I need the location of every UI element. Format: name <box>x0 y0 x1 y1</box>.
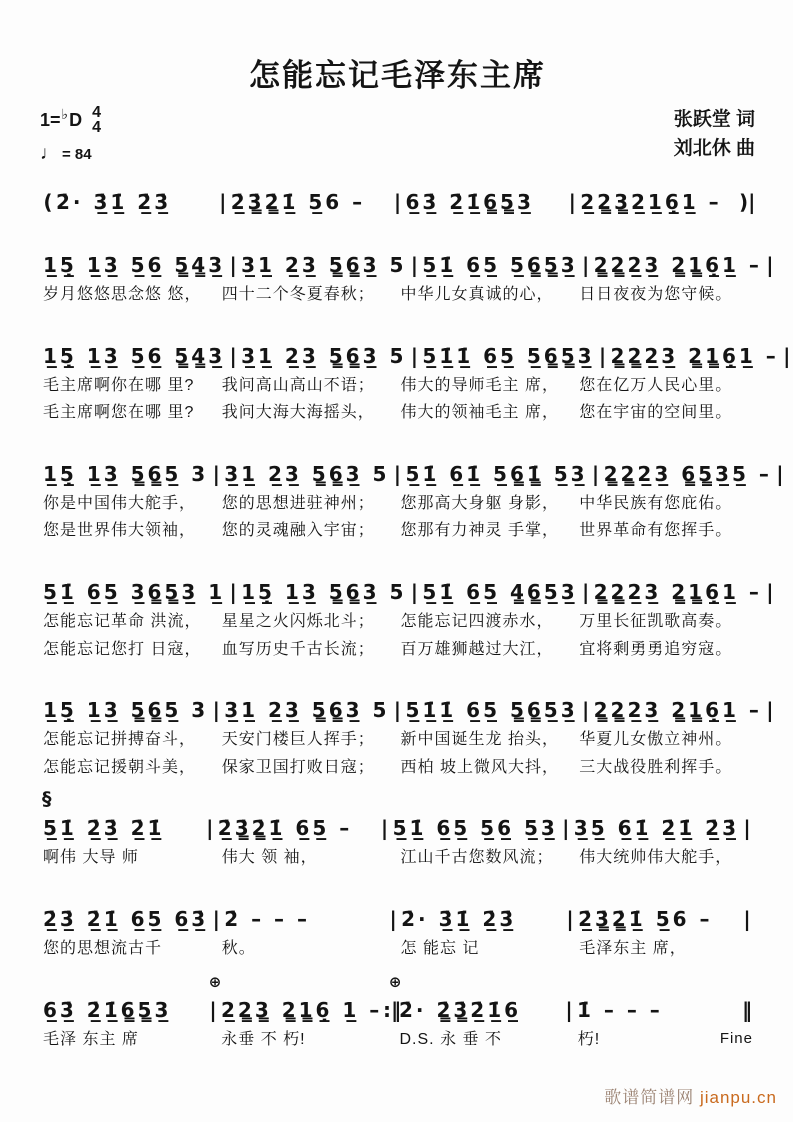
music-system <box>40 339 791 426</box>
music-system <box>40 902 755 962</box>
lyric-cell: 您的灵魂融入宇宙； <box>221 522 375 540</box>
notes-row <box>40 339 791 371</box>
measure: 5̲1̲̇ 6̲5̲ 3̲6̳5̳3̲ 1̲ <box>43 579 226 604</box>
measure: 5̲1̲̇ 2̲̇3̲̇ 2̲̇1̲̇ <box>43 816 165 841</box>
fine-label: Fine <box>719 1029 753 1047</box>
lyric-cell: 我问高山高山不语； <box>221 376 375 394</box>
quarter-note-icon: ♩ <box>40 143 59 164</box>
music-system <box>40 457 784 544</box>
barline: | <box>783 343 791 368</box>
lyric-cell: 怎能忘记援朝斗美， <box>43 758 197 776</box>
measure: 2̳2̳2̲3̲ 6̳5̳3̲5̲ – <box>603 461 772 486</box>
measure: 3̲1̲ 2̲3̲ 5̳6̳3̲ 5 <box>241 253 407 277</box>
barline: | <box>206 816 214 841</box>
lyric-cell <box>575 1027 755 1053</box>
time-signature <box>92 105 101 135</box>
measure: 1̲5̣̲ 1̲3̲ 5̲6̲ 5̳4̳3̲ <box>43 253 226 277</box>
segno-icon: § <box>42 788 52 811</box>
notes-row <box>40 788 755 843</box>
lyric-cell: 三大战役胜利挥手。 <box>579 758 733 776</box>
notes-row <box>40 457 784 489</box>
lyric-row <box>40 282 755 308</box>
coda-icon: ⊕ <box>388 972 402 991</box>
lyric-cell: 您的思想进驻神州； <box>221 494 375 512</box>
barline: | <box>581 253 590 277</box>
measure: 2̳2̳2̲3̲ 2̳1̳6̣̲1̲ – <box>593 253 762 277</box>
meter-denominator: 4 <box>92 119 102 136</box>
lyric-cell: 您那高大身躯 身影， <box>400 494 559 512</box>
barline: | <box>410 579 419 604</box>
lyric-cell: 啊伟 大导 师 <box>43 849 139 867</box>
page-title: 怎能忘记毛泽东主席 <box>249 58 546 93</box>
measure: 1̇ – – – <box>577 997 663 1022</box>
barline: | <box>591 461 600 486</box>
measure: 2̇· 2̳̇3̳̇2̲̇1̲̇6̲ <box>399 997 522 1022</box>
barline: | <box>209 997 217 1022</box>
lyric-cell: 血写历史千古长流； <box>221 640 375 658</box>
barline: | <box>229 343 237 368</box>
barline: | <box>581 698 590 723</box>
tempo-marking <box>40 143 101 165</box>
measure: 1̲5̣̲ 1̲3̲ 5̳6̳5̲ 3 <box>43 698 209 723</box>
notes-row <box>40 575 774 607</box>
measure: 1̲5̣̲ 1̲3̲ 5̳6̳5̲ 3 <box>43 461 209 486</box>
notes-row <box>40 902 755 934</box>
measure: 6̲3̲̇ 2̲̇1̲̇6̳5̳3̲ <box>405 190 534 214</box>
measure: 5̲1̲̇ 6̲5̲ 5̲6̳5̳3̲ <box>422 253 578 277</box>
lyric-cell: 宜将剩勇勇追穷寇。 <box>579 640 733 658</box>
lyric-row <box>40 1027 755 1053</box>
lyric-cell: 新中国诞生龙 抬头， <box>400 731 559 749</box>
lyric-cell: 毛主席啊你在哪 里? <box>43 376 195 394</box>
lyricist-credit: 张跃堂 词 <box>673 109 755 130</box>
lyric-cell: 怎能忘记四渡赤水， <box>400 612 554 630</box>
lyric-row <box>40 936 755 962</box>
lyric-row <box>40 400 755 426</box>
music-system <box>40 972 755 1053</box>
notes-row <box>40 248 774 280</box>
lyric-cell: 秋。 <box>221 939 256 957</box>
barline: | <box>389 906 397 931</box>
key-letter: D <box>69 109 83 130</box>
barline: | <box>598 343 607 368</box>
measure: 3̲1̲ 2̲3̲ 5̳6̳3̲ 5 <box>224 698 390 723</box>
lyric-cell: 伟大 领 袖， <box>221 849 318 867</box>
lyric-cell: 星星之火闪烁北斗； <box>221 612 375 630</box>
barline: ( <box>43 190 53 214</box>
credits-block <box>674 105 755 164</box>
coda-icon: ⊕ <box>208 972 222 991</box>
tempo-value: = 84 <box>62 145 92 163</box>
measure: 6̲3̲̇ 2̲̇1̲̇6̳5̳3̲ <box>43 997 172 1022</box>
barline: | <box>743 816 751 841</box>
lyric-cell: 毛主席啊您在哪 里? <box>43 404 195 422</box>
lyric-cell: 西柏 坡上微风大抖， <box>400 758 559 776</box>
meter-numerator: 4 <box>92 103 102 121</box>
barline: | <box>581 579 590 604</box>
barline: | <box>766 253 774 277</box>
barline: | <box>410 253 419 277</box>
measure: 3̲1̲ 2̲3̲ 5̳6̳3̲ 5 <box>241 343 407 368</box>
barline: | <box>766 579 774 604</box>
lyric-cell: 中华儿女真诚的心， <box>400 286 554 303</box>
music-system <box>40 185 755 217</box>
lyric-cell: 永垂 不 朽! <box>221 1030 306 1048</box>
measure: 1̲5̣̲ 1̲3̲ 5̳6̳3̲ 5 <box>241 579 407 604</box>
lyric-cell: 日日夜夜为您守候。 <box>579 286 733 303</box>
lyric-cell: 怎能忘记革命 洪流， <box>43 612 202 630</box>
measure: 5̲1̲̇ 6̲1̲̇ 5̲6̳1̳̇ 5̲3̲ <box>405 461 588 486</box>
lyric-cell: 江山千古您数风流； <box>400 849 554 867</box>
lyric-cell: 毛泽东主 席， <box>579 939 687 957</box>
measure: 5̲1̲̇1̲̇ 6̲5̲ 5̲6̳5̳3̲ <box>422 343 595 368</box>
barline: | <box>212 906 220 931</box>
notes-row <box>40 972 755 1025</box>
lyric-cell: D.S. 永 垂 不 <box>399 1030 502 1048</box>
music-system <box>40 248 774 308</box>
measure: 5̲1̲̇ 6̲5̲ 5̲6̲ 5̲3̲ <box>392 816 558 841</box>
barline: | <box>410 343 419 368</box>
footer-watermark <box>604 1083 777 1108</box>
measure: 2̲̇3̳̇2̳̇1̲̇ 6̲5̲ – <box>217 816 353 841</box>
lyric-cell: 百万雄狮越过大江， <box>400 640 554 658</box>
lyric-cell: 毛泽 东主 席 <box>43 1030 139 1048</box>
measure: 2̳2̳2̲3̲ 2̳1̳6̣̲1̲ – <box>593 579 762 604</box>
barline: | <box>565 997 573 1022</box>
measure: 5̲1̲̇ 6̲5̲ 4̳6̳5̲3̲ <box>422 579 578 604</box>
lyric-row <box>40 727 755 753</box>
key-signature <box>40 105 101 135</box>
lyric-cell: 你是中国伟大舵手， <box>43 494 197 512</box>
lyric-cell: 您是世界伟大领袖， <box>43 522 197 540</box>
barline: | <box>393 190 402 214</box>
barline: | <box>229 579 237 604</box>
barline: | <box>212 698 220 723</box>
measure: 2̲2̳3̳ 2̳1̳6̣̲ 1̲ – <box>221 997 383 1022</box>
lyric-cell: 您的思想流古千 <box>43 939 163 957</box>
lyric-cell: 保家卫国打败日寇； <box>221 758 375 776</box>
notes-row <box>40 185 755 217</box>
measure: 2̇· 3̲̇1̲̇ 2̲̇3̲̇ <box>56 190 172 214</box>
barline: | <box>393 461 402 486</box>
lyric-cell: 怎能忘记拼搏奋斗， <box>43 731 197 749</box>
lyric-cell: 怎 能忘 记 <box>400 939 480 957</box>
lyric-cell: 四十二个冬夏春秋； <box>221 286 375 303</box>
lyric-cell: 伟大的领袖毛主 席， <box>400 404 559 422</box>
measure: 2̲̇3̳̇2̳̇1̲̇ 5̲6 – <box>230 190 366 214</box>
notes-row <box>40 693 774 725</box>
lyric-cell: 您在亿万人民心里。 <box>579 376 733 394</box>
measure: 5̲1̲̇1̲̇ 6̲5̲ 5̳6̳5̲3̲ <box>405 698 578 723</box>
measure: 2̇ – – – <box>224 906 311 931</box>
measure: 2̇· 3̲̇1̲̇ 2̲̇3̲̇ <box>401 906 517 931</box>
lyric-row <box>40 373 755 399</box>
flat-icon: ♭ <box>61 105 69 122</box>
lyric-row <box>40 845 755 871</box>
barline: | <box>380 816 389 841</box>
barline: | <box>212 461 220 486</box>
lyric-row <box>40 491 755 517</box>
barline: | <box>562 816 570 841</box>
barline: :‖ <box>383 997 401 1022</box>
lyric-row <box>40 637 755 663</box>
footer-site-name: 歌谱简谱网 <box>604 1088 695 1107</box>
lyric-cell: 岁月悠悠思念悠 悠， <box>43 286 202 303</box>
measure: 1̲5̣̲ 1̲3̲ 5̲6̲ 5̳4̳3̲ <box>43 343 226 368</box>
measure: 2̳2̳2̲3̲ 2̳1̳6̣̲1̲ – <box>610 343 779 368</box>
barline: | <box>743 906 751 931</box>
footer-site-url[interactable]: jianpu.cn <box>699 1088 777 1107</box>
measure: 2̲̇3̳̇2̳̇1̲̇ 5̲6 – <box>578 906 713 931</box>
lyric-cell: 中华民族有您庇佑。 <box>579 494 733 512</box>
lyric-text: 朽! <box>577 1030 601 1048</box>
key-prefix: 1= <box>40 109 61 130</box>
lyric-cell: 您在宇宙的空间里。 <box>579 404 733 422</box>
key-tempo-block <box>40 105 101 165</box>
barline: | <box>568 190 576 214</box>
lyric-cell: 怎能忘记您打 日寇， <box>43 640 202 658</box>
lyric-row <box>40 755 755 781</box>
barline: | <box>776 461 784 486</box>
lyric-cell: 华夏儿女傲立神州。 <box>579 731 733 749</box>
lyric-cell: 我问大海大海摇头， <box>221 404 375 422</box>
lyric-cell: 伟大的导师毛主 席， <box>400 376 559 394</box>
barline: )| <box>739 190 756 214</box>
composer-credit: 刘北休 曲 <box>673 138 755 160</box>
music-system <box>40 788 755 871</box>
barline: | <box>393 698 402 723</box>
barline: | <box>566 906 574 931</box>
lyric-cell: 万里长征凯歌高奏。 <box>579 612 733 630</box>
barline: ‖ <box>742 997 752 1022</box>
measure: 2̳2̳2̲3̲ 2̳1̳6̣̲1̲ – <box>593 698 762 723</box>
lyric-row <box>40 609 755 635</box>
music-system <box>40 575 774 662</box>
measure: 3̲1̲ 2̲3̲ 5̳6̳3̲ 5 <box>224 461 390 486</box>
systems-container <box>40 185 791 1052</box>
barline: | <box>219 190 227 214</box>
barline: | <box>229 253 237 277</box>
lyric-cell: 您那有力神灵 手掌， <box>400 522 559 540</box>
measure: 2̲̇3̲̇ 2̲̇1̲̇ 6̲5̲ 6̲3̲̇ <box>43 906 209 931</box>
lyric-cell: 伟大统帅伟大舵手， <box>579 849 733 867</box>
lyric-row <box>40 518 755 544</box>
lyric-cell: 天安门楼巨人挥手； <box>221 731 375 749</box>
barline: | <box>766 698 774 723</box>
score-meta <box>40 105 755 165</box>
measure: 2̲2̳3̳2̲1̲6̣̲1̲ – <box>580 190 722 214</box>
measure: 3̲5̲ 6̲1̲̇ 2̲̇1̲̇ 2̲̇3̲̇ <box>573 816 739 841</box>
lyric-cell: 世界革命有您挥手。 <box>579 522 733 540</box>
music-system <box>40 693 774 780</box>
